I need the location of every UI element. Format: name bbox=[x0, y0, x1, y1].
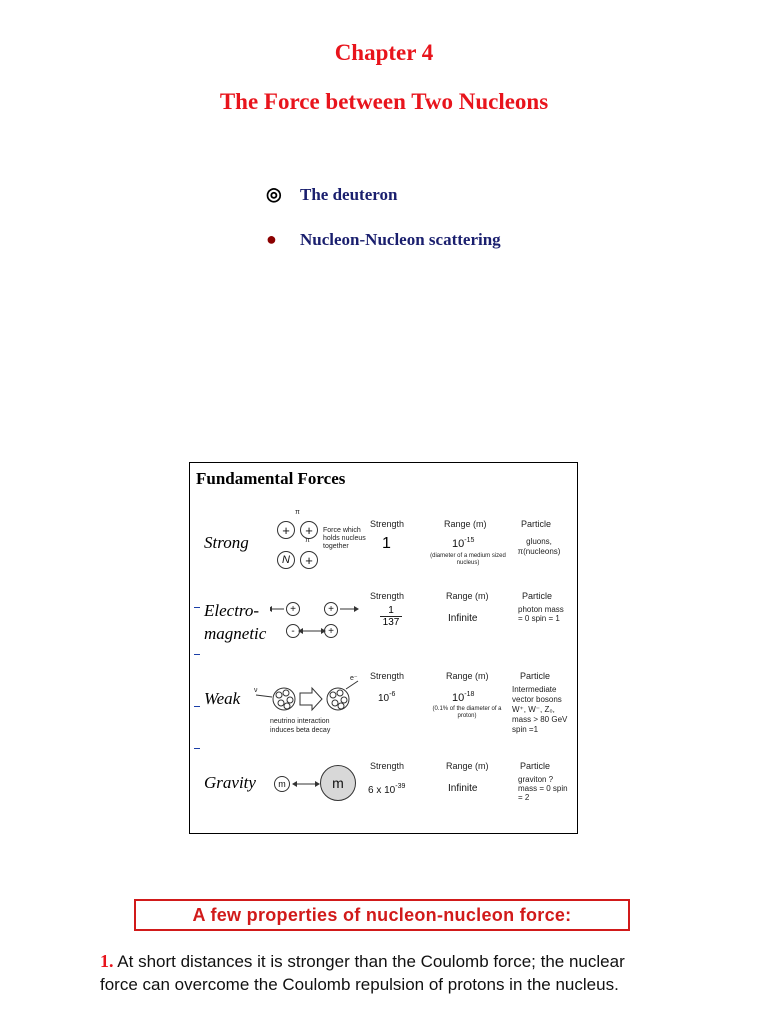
pion-label: π bbox=[305, 537, 310, 544]
strength-value-weak: $10^{-6}$ bbox=[378, 691, 396, 704]
strength-label: Strength bbox=[370, 761, 405, 771]
range-label: Range (m) bbox=[446, 591, 489, 601]
force-name-strong: Strong bbox=[204, 533, 249, 552]
outline-item-scattering bbox=[266, 229, 501, 250]
figure-title: Fundamental Forces bbox=[196, 469, 346, 488]
gravity-arrows-icon bbox=[290, 775, 324, 795]
neutrino-label: ν bbox=[254, 687, 258, 694]
property-text: At short distances it is stronger than the Coulomb force; the nuclear force can overcome the Coulomb repulsion of protons in the nucleus. bbox=[100, 952, 625, 994]
dot-bullet-icon: ● bbox=[266, 229, 277, 249]
range-value-em: Infinite bbox=[448, 613, 478, 624]
particle-value-strong: gluons, π(nucleons) bbox=[517, 537, 561, 556]
bullet-dash bbox=[194, 706, 200, 707]
range-value-weak: $10^{-18}$ bbox=[452, 691, 475, 704]
positive-charge-icon: + bbox=[324, 602, 338, 616]
range-label: Range (m) bbox=[446, 671, 489, 681]
electron-label: e⁻ bbox=[350, 675, 358, 682]
range-label: Range (m) bbox=[444, 519, 487, 529]
particle-label: Particle bbox=[520, 671, 551, 681]
force-name-gravity: Gravity bbox=[204, 773, 256, 792]
fundamental-forces-figure bbox=[189, 462, 578, 834]
particle-value-em: photon mass = 0 spin = 1 bbox=[518, 605, 564, 623]
positive-charge-icon: + bbox=[286, 602, 300, 616]
range-label: Range (m) bbox=[446, 761, 489, 771]
particle-value-gravity: graviton ? mass = 0 spin = 2 bbox=[518, 775, 568, 802]
force-name-electromagnetic-line2: magnetic bbox=[204, 624, 267, 643]
pion-label: π bbox=[295, 509, 300, 516]
properties-heading: A few properties of nucleon-nucleon force: bbox=[192, 904, 572, 925]
bullet-dash bbox=[194, 748, 200, 749]
property-number: 1. bbox=[100, 951, 114, 971]
strength-label: Strength bbox=[370, 591, 405, 601]
weak-diagram-note: neutrino interaction induces beta decay bbox=[270, 718, 331, 734]
strength-label: Strength bbox=[370, 671, 405, 681]
range-note-strong: (diameter of a medium sized nucleus) bbox=[430, 553, 506, 566]
strength-value-strong: 1 bbox=[382, 535, 391, 552]
outline-item-deuteron bbox=[266, 184, 397, 205]
range-value-strong: $10^{-15}$ bbox=[452, 537, 475, 550]
particle-label: Particle bbox=[522, 591, 553, 601]
outline-item-label: The deuteron bbox=[300, 184, 398, 204]
large-mass-icon: m bbox=[320, 765, 356, 801]
bullet-dash bbox=[194, 654, 200, 655]
force-name-electromagnetic-line1: Electro- bbox=[204, 601, 260, 620]
properties-heading-box bbox=[134, 899, 630, 931]
proton-icon: + bbox=[300, 521, 318, 539]
em-arrows-icon bbox=[270, 599, 360, 643]
particle-label: Particle bbox=[520, 761, 551, 771]
negative-charge-icon: - bbox=[286, 624, 300, 638]
double-circle-bullet-icon: ◎ bbox=[266, 184, 282, 204]
positive-charge-icon: + bbox=[324, 624, 338, 638]
small-mass-icon: m bbox=[274, 776, 290, 792]
proton-icon: + bbox=[300, 551, 318, 569]
particle-value-weak: Intermediate vector bosons W⁺, W⁻, Z₀, mass > 80 GeV spin =1 bbox=[512, 685, 568, 734]
strength-value-gravity: 6 x $10^{-39}$ bbox=[368, 783, 406, 796]
strength-value-em: 1 137 bbox=[380, 605, 402, 628]
force-name-weak: Weak bbox=[204, 689, 241, 708]
page-title: The Force between Two Nucleons bbox=[219, 89, 549, 114]
proton-icon: + bbox=[277, 521, 295, 539]
chapter-title: Chapter 4 bbox=[334, 40, 434, 65]
range-value-gravity: Infinite bbox=[448, 783, 478, 794]
particle-label: Particle bbox=[521, 519, 552, 529]
property-item-1 bbox=[100, 950, 660, 996]
range-note-weak: (0.1% of the diameter of a proton) bbox=[432, 706, 502, 719]
bullet-dash bbox=[194, 607, 200, 608]
neutron-icon: N bbox=[277, 551, 295, 569]
strength-label: Strength bbox=[370, 519, 405, 529]
strong-diagram-note: Force which holds nucleus together bbox=[323, 527, 366, 550]
outline-item-label: Nucleon-Nucleon scattering bbox=[300, 229, 501, 249]
